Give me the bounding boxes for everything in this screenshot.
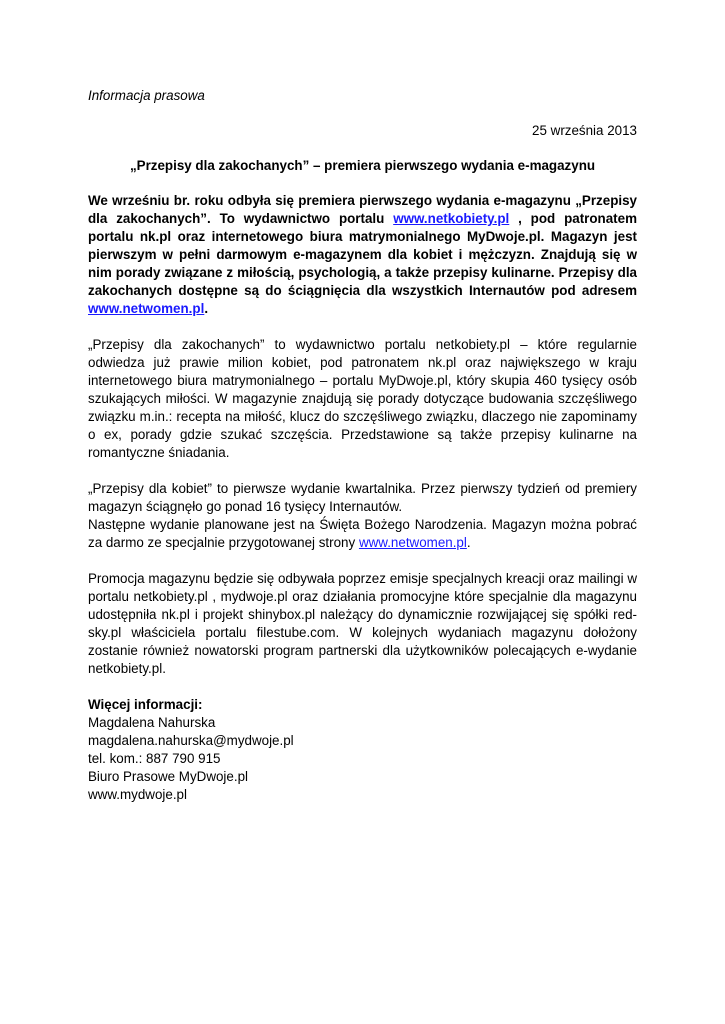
magazine-description-paragraph: „Przepisy dla zakochanych” to wydawnictwo portalu netkobiety.pl – które regularnie odwiedza już prawie milion kobiet, pod patronatem nk.pl oraz największego w kraju internetowego biura matrymonialnego – portalu MyDwoje.pl, który skupia 460 tysięcy osób szukających miłości. W magazynie znajdują się porady dotyczące budowania szczęśliwego związku m.in.: recepta na miłość, klucz do szczęśliwego związku, dlaczego nie zapominamy o ex, porady gdzie szukać szczęścia. Przedstawione są także przepisy kulinarne na romantyczne śniadania.	[88, 337, 637, 460]
quarterly-text-part2: Następne wydanie planowane jest na Święta Bożego Narodzenia. Magazyn można pobrać za darmo ze specjalnie przygotowanej strony	[88, 517, 637, 550]
netwomen-link[interactable]: www.netwomen.pl	[88, 301, 205, 316]
lead-paragraph	[88, 192, 637, 318]
contact-email: magdalena.nahurska@mydwoje.pl	[88, 733, 294, 748]
contact-phone: tel. kom.: 887 790 915	[88, 751, 221, 766]
quarterly-text-part1: „Przepisy dla kobiet” to pierwsze wydanie kwartalnika. Przez pierwszy tydzień od premiery magazyn ściągnęło go ponad 16 tysięcy Internautów.	[88, 481, 637, 514]
quarterly-text-part3: .	[466, 535, 471, 550]
document-type-label: Informacja prasowa	[88, 88, 205, 103]
press-release-headline: „Przepisy dla zakochanych” – premiera pierwszego wydania e-magazynu	[129, 158, 596, 173]
quarterly-info-paragraph	[88, 480, 637, 552]
press-release-body	[88, 87, 637, 804]
lead-text-part1: We wrześniu br. roku odbyła się premiera pierwszego wydania e-magazynu „Przepisy dla zakochanych”. To wydawnictwo portalu	[88, 193, 637, 226]
contact-heading: Więcej informacji:	[88, 697, 203, 712]
release-date: 25 września 2013	[532, 123, 637, 138]
lead-text-part2: , pod patronatem portalu nk.pl oraz internetowego biura matrymonialnego MyDwoje.pl. Magazyn jest pierwszym w pełni darmowym e-magazynem dla kobiet i mężczyzn. Znajdują się w nim porady związane z miłością, psychologią, a także przepisy kulinarne. Przepisy dla zakochanych dostępne są do ściągnięcia dla wszystkich Internautów pod adresem	[88, 211, 637, 298]
contact-office: Biuro Prasowe MyDwoje.pl	[88, 769, 249, 784]
netwomen-download-link[interactable]: www.netwomen.pl	[358, 535, 467, 550]
lead-text-part3: .	[204, 301, 209, 316]
contact-name: Magdalena Nahurska	[88, 715, 216, 730]
promotion-paragraph: Promocja magazynu będzie się odbywała poprzez emisje specjalnych kreacji oraz mailingi w portalu netkobiety.pl , mydwoje.pl oraz działania promocyjne które specjalnie dla magazynu udostępniła nk.pl i projekt shinybox.pl należący do dynamicznie rozwijającej się spółki red-sky.pl właściciela portalu filestube.com. W kolejnych wydaniach magazynu dołożony zostanie również nowatorski program partnerski dla użytkowników polecających e-wydanie netkobiety.pl.	[88, 571, 637, 676]
contact-website: www.mydwoje.pl	[88, 787, 187, 802]
contact-block	[88, 696, 637, 804]
netkobiety-link[interactable]: www.netkobiety.pl	[393, 211, 510, 226]
